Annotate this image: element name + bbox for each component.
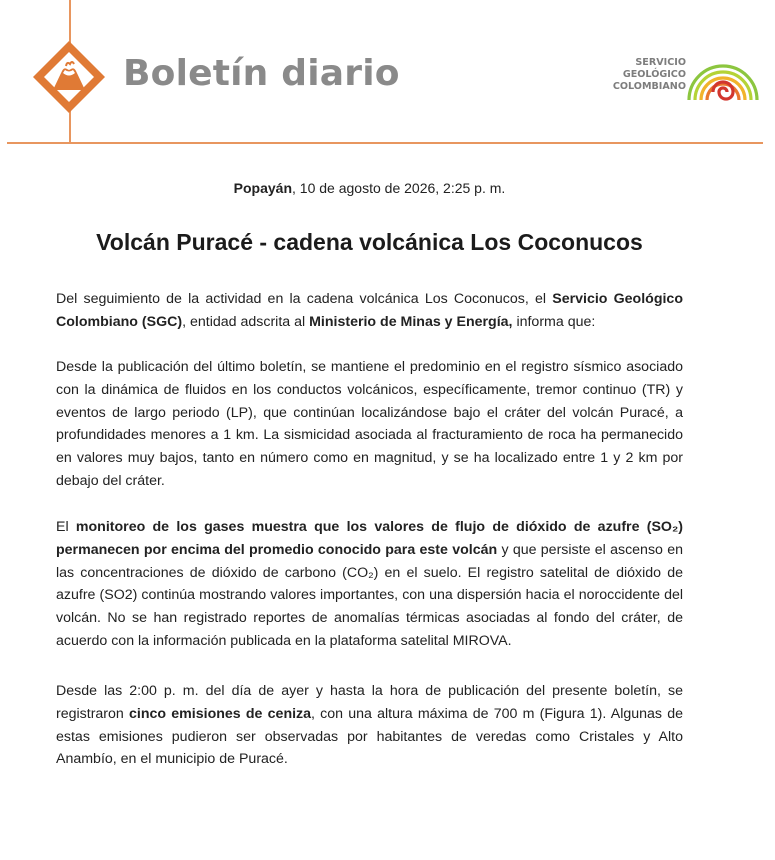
p3-text-a: El	[56, 519, 76, 535]
date-place: Popayán	[233, 180, 293, 196]
org-line-3: COLOMBIANO	[612, 81, 686, 92]
paragraph-seismicity: Desde la publicación del último boletín, se mantiene el predominio en el registro sísmico asociado con la dinámica de fluidos en los conductos volcánicos, específicamente, tremor continuo (TR) y eventos de largo periodo (LP), que continúan localizándose bajo el cráter del volcán Puracé, a profundidades menores a 1 km. La sismicidad asociada al fracturamiento de roca ha permanecido en valores muy bajos, tanto en número como en magnitud, y se ha localizado entre 1 y 2 km por debajo del cráter.	[56, 359, 683, 489]
paragraph-intro	[56, 288, 683, 334]
p4-text-c: , con una altura máxima de 700 m (Figura 1). Algunas de estas emisiones pudieron ser observadas por habitantes de veredas como Cristales y Alto Anambío, en el municipio de Puracé.	[56, 705, 683, 768]
org-line-2: GEOLÓGICO	[622, 69, 686, 80]
p3-gas-monitoring-bold: monitoreo de los gases muestra que los valores de flujo de dióxido de azufre (SO₂) permanecen por encima del promedio conocido para este volcán	[56, 519, 683, 558]
bulletin-heading: Volcán Puracé - cadena volcánica Los Coconucos	[96, 229, 643, 255]
paragraph-gases	[56, 516, 683, 653]
paragraph-ash-emissions	[56, 680, 683, 771]
sgc-spiral-logo-icon	[686, 42, 760, 102]
header-horizontal-rule	[7, 142, 763, 144]
p3-text-c: y que persiste el ascenso en las concentraciones de dióxido de carbono (CO₂) en el suelo. El registro satelital de dióxido de azufre (SO2) continúa mostrando valores importantes, con una dispersión hacia el noroccidente del volcán. No se han registrado reportes de anomalías térmicas asociadas al fondo del cráter, de acuerdo con la información publicada en la plataforma satelital MIROVA.	[56, 541, 683, 649]
date-text: , 10 de agosto de 2026, 2:25 p. m.	[292, 180, 506, 196]
bulletin-header	[0, 0, 775, 146]
volcano-diamond-icon	[32, 40, 106, 114]
org-line-1: SERVICIO	[635, 57, 686, 68]
p1-ministry-bold: Ministerio de Minas y Energía,	[309, 313, 513, 330]
p1-sgc-bold: Servicio Geológico Colombiano (SGC)	[56, 291, 683, 330]
sgc-organization-name	[603, 57, 686, 93]
p4-text-a: Desde las 2:00 p. m. del día de ayer y hasta la hora de publicación del presente boletín, se registraron	[56, 683, 683, 722]
p1-text-e: informa que:	[512, 313, 596, 330]
bulletin-title: Boletín diario	[123, 53, 400, 94]
p1-text-a: Del seguimiento de la actividad en la cadena volcánica Los Coconucos, el	[56, 291, 553, 307]
p4-ash-bold: cinco emisiones de ceniza	[129, 705, 312, 722]
date-line	[56, 180, 683, 196]
p1-text-c: , entidad adscrita al	[182, 313, 310, 330]
